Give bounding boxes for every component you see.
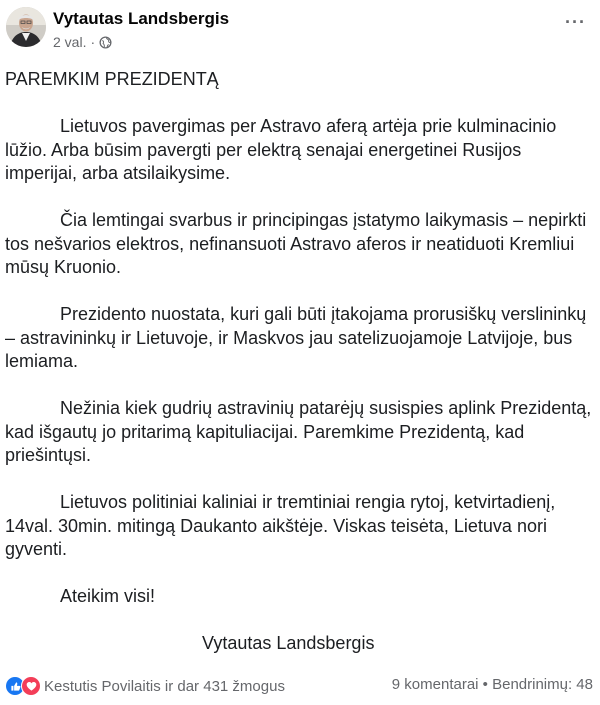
post-body (5, 68, 595, 674)
post-paragraph: Lietuvos politiniai kaliniai ir tremtiniai rengia rytoj, ketvirtadienį, 14val. 30min. mitingą Daukanto aikštėje. Viskas teisėta, Lietuva nori gyventi. (5, 492, 556, 559)
post-paragraph: Prezidento nuostata, kuri gali būti įtakojama prorusiškų verslininkų – astravininkų ir Lietuvoje, ir Maskvos jau satelizuojamoje Latvijoje, bus lemiama. (5, 304, 587, 371)
reactions-text[interactable]: Kestutis Povilaitis ir dar 431 žmogus (44, 677, 285, 695)
post-meta (53, 34, 112, 50)
post-footer (0, 672, 600, 702)
reactions-summary[interactable] (5, 676, 285, 696)
post-paragraph: Lietuvos pavergimas per Astravo aferą artėja prie kulminacinio lūžio. Arba būsim pavergti per elektrą senajai energetinei Rusijos imperijai, arba atsilaikysime. (5, 116, 557, 183)
post-paragraph: Nežinia kiek gudrių astravinių patarėjų susispies aplink Prezidentą, kad išgautų jo pritarimą kapituliacijai. Paremkime Prezidentą, kad priešintųsi. (5, 398, 592, 465)
post-paragraph: Čia lemtingai svarbus ir principingas įstatymo laikymasis – nepirkti tos nešvarios elektros, nefinansuoti Astravo aferos ir neatiduoti Kremliui mūsų Kruonio. (5, 210, 587, 277)
author-name[interactable]: Vytautas Landsbergis (53, 9, 230, 28)
privacy-public-icon[interactable] (99, 36, 112, 49)
post-closing: Ateikim visi! (60, 586, 156, 606)
post-time[interactable]: 2 val. (53, 34, 87, 50)
post-header (0, 0, 600, 60)
post-title: PAREMKIM PREZIDENTĄ (5, 69, 219, 89)
comments-shares-count[interactable]: 9 komentarai • Bendrinimų: 48 (391, 676, 593, 693)
meta-separator: · (90, 34, 96, 50)
more-options-icon[interactable]: ··· (565, 12, 586, 32)
avatar[interactable] (6, 7, 46, 47)
love-reaction-icon (21, 676, 41, 696)
avatar-image (6, 7, 46, 47)
post-signature: Vytautas Landsbergis (202, 633, 375, 653)
